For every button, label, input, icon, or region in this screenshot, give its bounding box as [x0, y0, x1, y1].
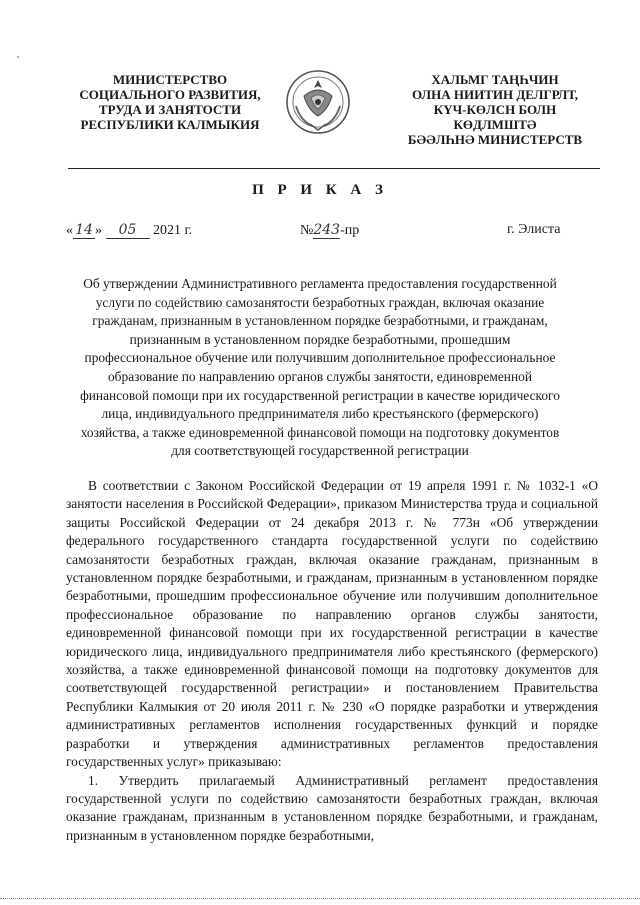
date-day: 14 — [73, 222, 95, 239]
scan-speck — [17, 56, 19, 58]
date-year: 2021 г. — [153, 223, 193, 238]
order-subject: Об утверждении Административного регламента предоставления государственной услуги по содействию самозанятости безработных граждан, включая оказание гражданам, признанным в установленном порядке безработными, и гражданам, признанным в установленном порядке безработными, прошедшим профессиональное обучение или получившим дополнительное профессиональное образование по направлению органов службы занятости, единовременной финансовой помощи при их государственной регистрации в качестве юридического лица, индивидуального предпринимателя либо крестьянского (фермерского) хозяйства, а также единовременной финансовой помощи на подготовку документов для соответствующей государственной регистрации — [80, 276, 560, 459]
order-city: г. Элиста — [507, 222, 561, 237]
number-prefix: № — [300, 223, 314, 238]
order-body — [66, 477, 598, 845]
ministry-name-kalmyk: ХАЛЬМГ ТАҢҺЧИН ОЛНА НИИТИН ДЕЛГРЛТ, КҮЧ-КӨЛСН БОЛН КӨДЛМШТӘ БӘӘЛҺНӘ МИНИСТЕРСТВ — [407, 72, 583, 147]
date-month: 05 — [106, 222, 150, 239]
body-paragraph: 1. Утвердить прилагаемый Административный регламент предоставления государственной услуги по содействию самозанятости безработных граждан, включая оказание гражданам, признанным в установленном порядке безработными, и гражданам, признанным в установленном порядке безработными, — [66, 772, 598, 843]
order-number — [300, 222, 359, 239]
page-bottom-edge — [0, 898, 640, 899]
order-date — [66, 222, 192, 239]
date-close-quote: » — [95, 223, 102, 238]
header-divider — [68, 168, 600, 169]
republic-of-kalmykia-emblem-icon — [284, 66, 352, 140]
date-open-quote: « — [66, 223, 73, 238]
order-title: П Р И К А З — [252, 182, 388, 198]
number-value: 243 — [313, 222, 341, 238]
ministry-name-russian: МИНИСТЕРСТВО СОЦИАЛЬНОГО РАЗВИТИЯ, ТРУДА И ЗАНЯТОСТИ РЕСПУБЛИКИ КАЛМЫКИЯ — [79, 72, 261, 132]
body-paragraph: В соответствии с Законом Российской Федерации от 19 апреля 1991 г. № 1032-1 «О занятости населения в Российской Федерации», приказом Министерства труда и социальной защиты Российской Федерации от 24 декабря 2013 г. № 773н «Об утверждении федерального государственного стандарта государственной услуги по содействию самозанятости безработных граждан, включая оказание гражданам, признанным в установленном порядке безработными, и гражданам, признанным в установленном порядке безработными, прошедшим профессиональное обучение или получившим дополнительное профессиональное образование по направлению органов службы занятости, единовременной финансовой помощи при их государственной регистрации в качестве юридического лица, индивидуального предпринимателя либо крестьянского (фермерского) хозяйства, а также единовременной финансовой помощи на подготовку документов для соответствующей государственной регистрации» и постановлением Правительства Республики Калмыкия от 20 июля 2011 г. № 230 «О порядке разработки и утверждения административных регламентов исполнения государственных функций и порядке разработки и утверждения административных регламентов предоставления государственных услуг» приказываю: — [66, 478, 598, 770]
number-suffix: -пр — [340, 223, 360, 238]
